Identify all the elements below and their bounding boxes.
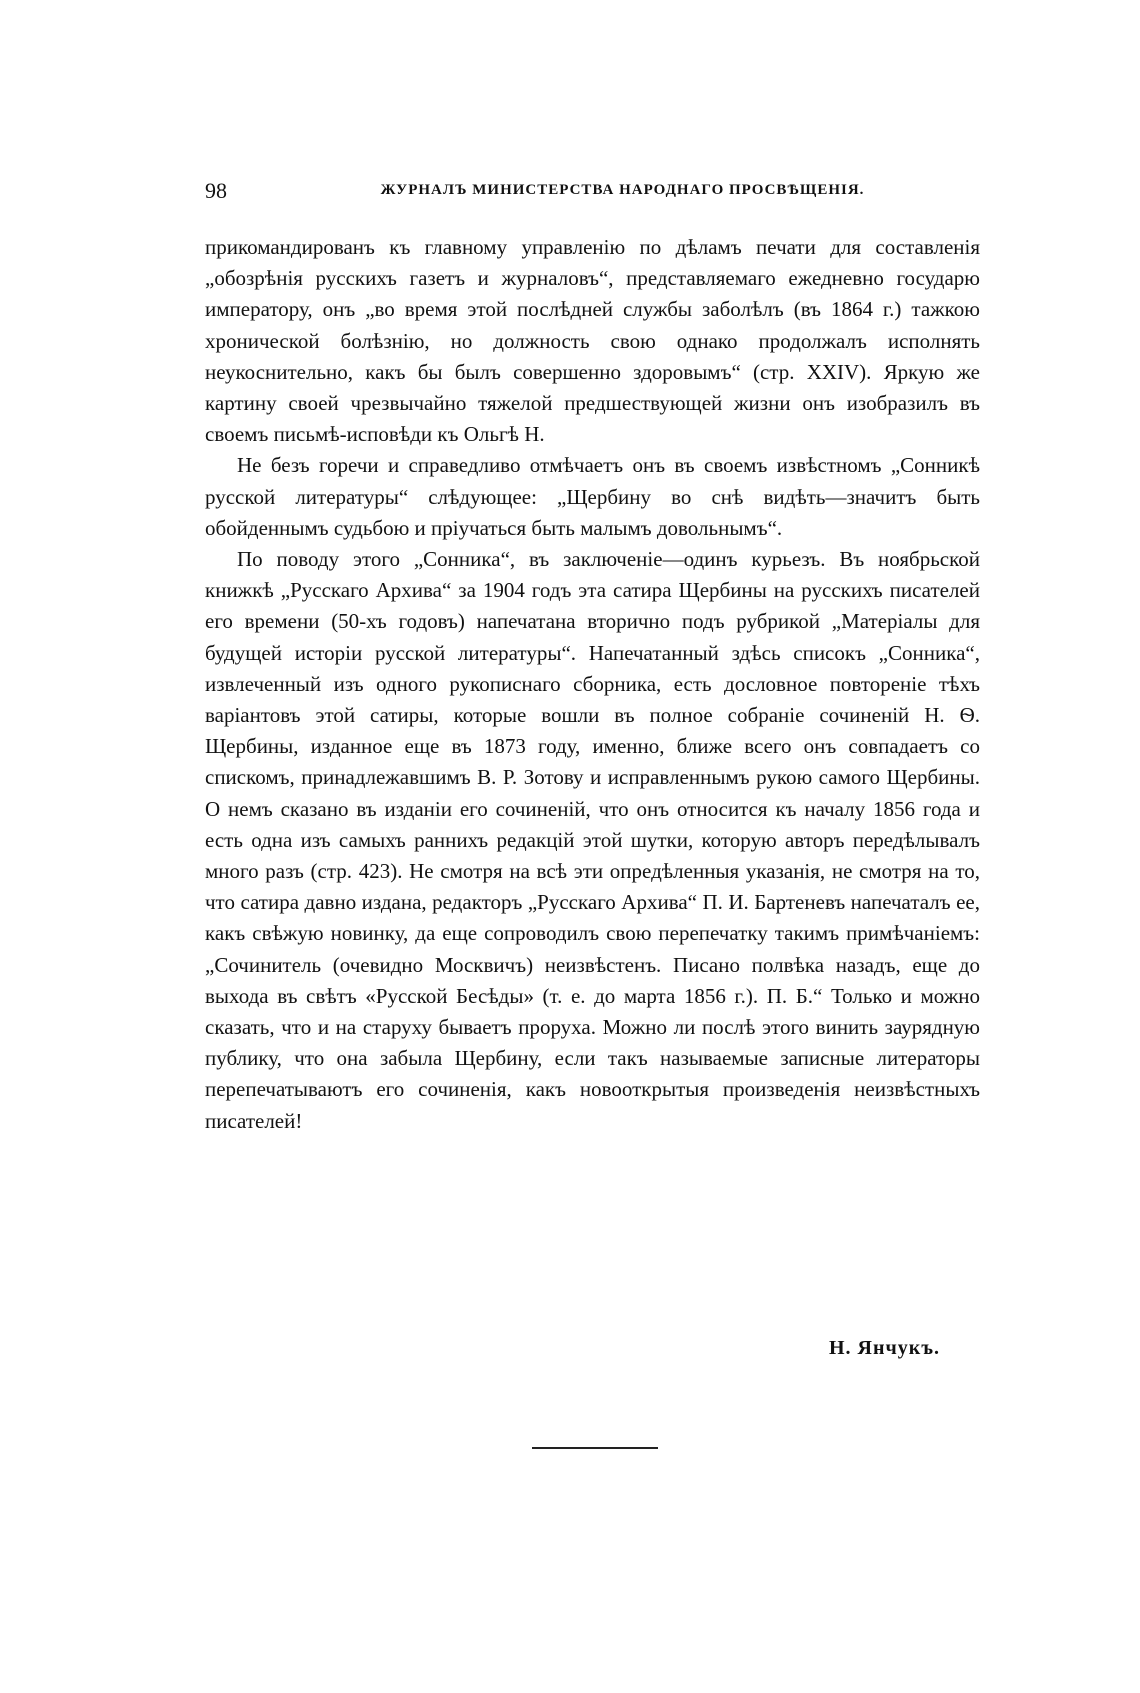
author-signature: Н. Янчукъ. [829, 1337, 940, 1359]
body-text [205, 232, 980, 1137]
end-rule-divider [532, 1447, 658, 1449]
page-header [205, 178, 980, 208]
paragraph: По поводу этого „Сонника“, въ заключеніе—одинъ курьезъ. Въ ноябрьской книжкѣ „Русскаго Архива“ за 1904 годъ эта сатира Щербины на русскихъ писателей его времени (50-хъ годовъ) напечатана вторично подъ рубрикой „Матеріалы для будущей исторіи русской литературы“. Напечатанный здѣсь списокъ „Сонника“, извлеченный изъ одного рукописнаго сборника, есть дословное повтореніе тѣхъ варіантовъ этой сатиры, которые вошли въ полное собраніе сочиненій Н. Ѳ. Щербины, изданное еще въ 1873 году, именно, ближе всего онъ совпадаетъ со спискомъ, принадлежавшимъ В. Р. Зотову и исправленнымъ рукою самого Щербины. О немъ сказано въ изданіи его сочиненій, что онъ относится къ началу 1856 года и есть одна изъ самыхъ раннихъ редакцій этой шутки, которую авторъ передѣлывалъ много разъ (стр. 423). Не смотря на всѣ эти опредѣленныя указанія, не смотря на то, что сатира давно издана, редакторъ „Русскаго Архива“ П. И. Бартеневъ напечаталъ ее, какъ свѣжую новинку, да еще сопроводилъ свою перепечатку такимъ примѣчаніемъ: „Сочинитель (очевидно Москвичъ) неизвѣстенъ. Писано полвѣка назадъ, еще до выхода въ свѣтъ «Русской Бесѣды» (т. е. до марта 1856 г.). П. Б.“ Только и можно сказать, что и на старуху бываетъ проруха. Можно ли послѣ этого винить заурядную публику, что она забыла Щербину, если такъ называемые записные литераторы перепечатываютъ его сочиненія, какъ новооткрытыя произведенія неизвѣстныхъ писателей! [205, 547, 980, 1133]
paragraph: Не безъ горечи и справедливо отмѣчаетъ онъ въ своемъ извѣстномъ „Сонникѣ русской литературы“ слѣдующее: „Щербину во снѣ видѣть—значитъ быть обойденнымъ судьбою и пріучаться быть малымъ довольнымъ“. [205, 453, 980, 540]
running-title: ЖУРНАЛЪ МИНИСТЕРСТВА НАРОДНАГО ПРОСВѢЩЕНІЯ. [380, 182, 865, 198]
page-number: 98 [205, 178, 227, 203]
paragraph-continuation: прикомандированъ къ главному управленію по дѣламъ печати для составленія „обозрѣнія русскихъ газетъ и журналовъ“, представляемаго ежедневно государю императору, онъ „во время этой послѣдней службы заболѣлъ (въ 1864 г.) тажкою хронической болѣзнію, но должность свою однако продолжалъ исполнять неукоснительно, какъ бы былъ совершенно здоровымъ“ (стр. XXIV). Яркую же картину своей чрезвычайно тяжелой предшествующей жизни онъ изобразилъ въ своемъ письмѣ-исповѣди къ Ольгѣ Н. [205, 235, 980, 447]
